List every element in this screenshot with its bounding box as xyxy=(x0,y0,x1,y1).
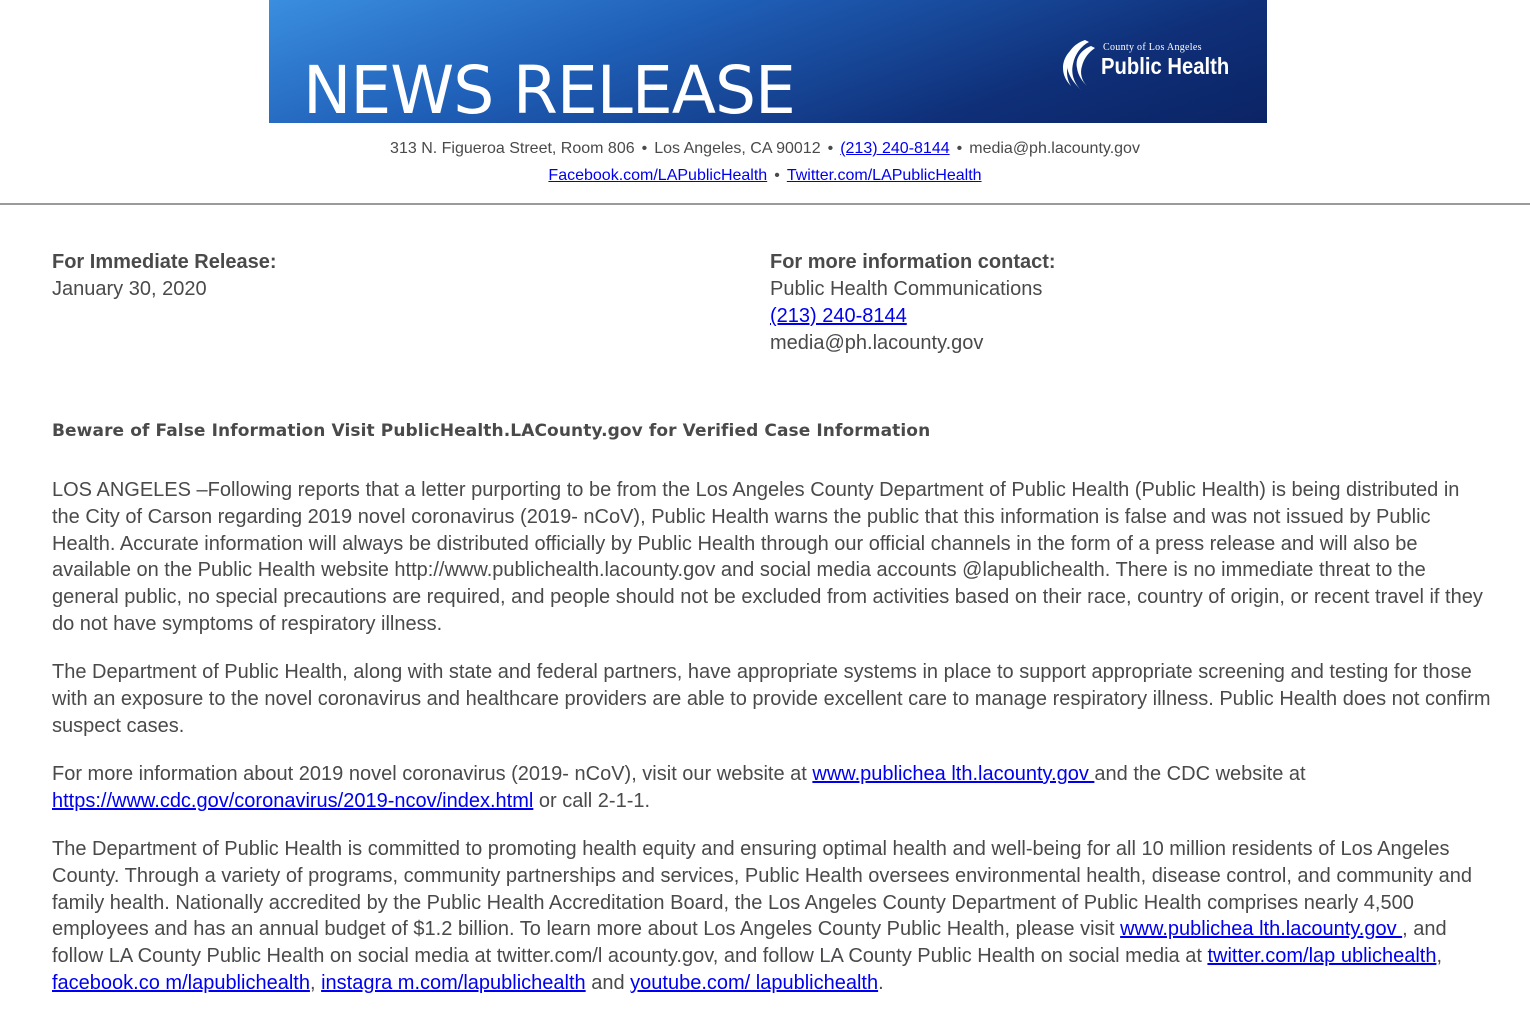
publichealth-website-link-2[interactable]: www.publichea lth.lacounty.gov xyxy=(1120,918,1403,941)
release-date: January 30, 2020 xyxy=(52,278,207,300)
header-divider xyxy=(0,203,1530,205)
p4-text-1: The Department of Public Health is committed to promoting health equity and ensuring optimal health and well-being for all 10 million residents of Los Angeles County. Through a variety of programs, community partnerships and services, Public Health oversees environmental health, disease control, and community and family health. Nationally accredited by the Public Health Accreditation Board, the Los Angeles County Department of Public Health comprises nearly 4,500 employees and has an annual budget of $1.2 billion. To learn more about Los Angeles County Public Health, please visit xyxy=(52,838,1472,941)
p3-text-1: For more information about 2019 novel coronavirus (2019- nCoV), visit our website at xyxy=(52,763,813,785)
instagram-lapublichealth-link[interactable]: instagra m.com/lapublichealth xyxy=(321,971,586,994)
contact-email: media@ph.lacounty.gov xyxy=(770,332,984,354)
twitter-link[interactable]: Twitter.com/LAPublicHealth xyxy=(786,167,982,184)
media-email: media@ph.lacounty.gov xyxy=(969,140,1140,157)
p4-sep-1: , xyxy=(1436,945,1443,968)
logo-name-text: Public Health xyxy=(1101,53,1230,79)
address-line xyxy=(0,140,1530,158)
public-health-logo-icon xyxy=(1059,36,1099,92)
youtube-lapublichealth-link[interactable]: youtube.com/ lapublichealth xyxy=(630,971,879,994)
paragraph-3 xyxy=(52,761,1492,815)
p4-end: . xyxy=(878,971,884,994)
p4-and: and xyxy=(585,971,631,994)
logo-county-text: County of Los Angeles xyxy=(1103,42,1202,53)
street-address: 313 N. Figueroa Street, Room 806 xyxy=(390,140,635,157)
contact-org: Public Health Communications xyxy=(770,278,1043,300)
cdc-website-link[interactable]: https://www.cdc.gov/coronavirus/2019-ncov/index.html xyxy=(52,789,534,812)
news-release-banner xyxy=(269,0,1267,123)
bullet-separator: • xyxy=(774,167,780,184)
contact-label: For more information contact: xyxy=(770,251,1056,273)
paragraph-2: The Department of Public Health, along with state and federal partners, have appropriate systems in place to support appropriate screening and testing for those with an exposure to the novel coronavirus and healthcare providers are able to provide excellent care to manage respiratory illness. Public Health does not confirm suspect cases. xyxy=(52,661,1491,737)
paragraph-4 xyxy=(52,836,1492,997)
facebook-link[interactable]: Facebook.com/LAPublicHealth xyxy=(548,167,768,184)
p4-sep-2: , xyxy=(309,971,322,994)
p3-text-2: and the CDC website at xyxy=(1094,763,1306,785)
release-label: For Immediate Release: xyxy=(52,251,277,273)
contact-info xyxy=(770,249,1056,357)
city-address: Los Angeles, CA 90012 xyxy=(654,140,821,157)
contact-phone-link[interactable]: (213) 240-8144 xyxy=(770,305,907,327)
p4-text-2: , and follow LA County Public Health on social media at twitter.com/l acounty.gov, and follow LA County Public Health on social media at xyxy=(52,918,1447,968)
release-info xyxy=(52,249,277,303)
twitter-lapublichealth-link[interactable]: twitter.com/lap ublichealth xyxy=(1207,945,1437,968)
social-links-line xyxy=(0,167,1530,185)
facebook-lapublichealth-link[interactable]: facebook.co m/lapublichealth xyxy=(52,971,310,994)
bullet-separator: • xyxy=(956,140,963,157)
phone-link[interactable]: (213) 240-8144 xyxy=(840,140,950,157)
p3-text-3: or call 2-1-1. xyxy=(533,789,651,812)
headline: Beware of False Information Visit PublicHealth.LACounty.gov for Verified Case Information xyxy=(52,421,931,441)
paragraph-1: LOS ANGELES –Following reports that a letter purporting to be from the Los Angeles County Department of Public Health (Public Health) is being distributed in the City of Carson regarding 2019 novel coronavirus (2019- nCoV), Public Health warns the public that this information is false and was not issued by Public Health. Accurate information will always be distributed officially by Public Health through our official channels in the form of a press release and will also be available on the Public Health website http://www.publichealth.lacounty.gov and social media accounts @lapublichealth. There is no immediate threat to the general public, no special precautions are required, and people should not be excluded from activities based on their race, country of origin, or recent travel if they do not have symptoms of respiratory illness. xyxy=(52,479,1483,635)
banner-title: NEWS RELEASE xyxy=(303,52,795,123)
bullet-separator: • xyxy=(641,140,648,157)
bullet-separator: • xyxy=(827,140,834,157)
publichealth-website-link[interactable]: www.publichea lth.lacounty.gov xyxy=(812,763,1095,785)
public-health-logo xyxy=(1059,34,1259,94)
